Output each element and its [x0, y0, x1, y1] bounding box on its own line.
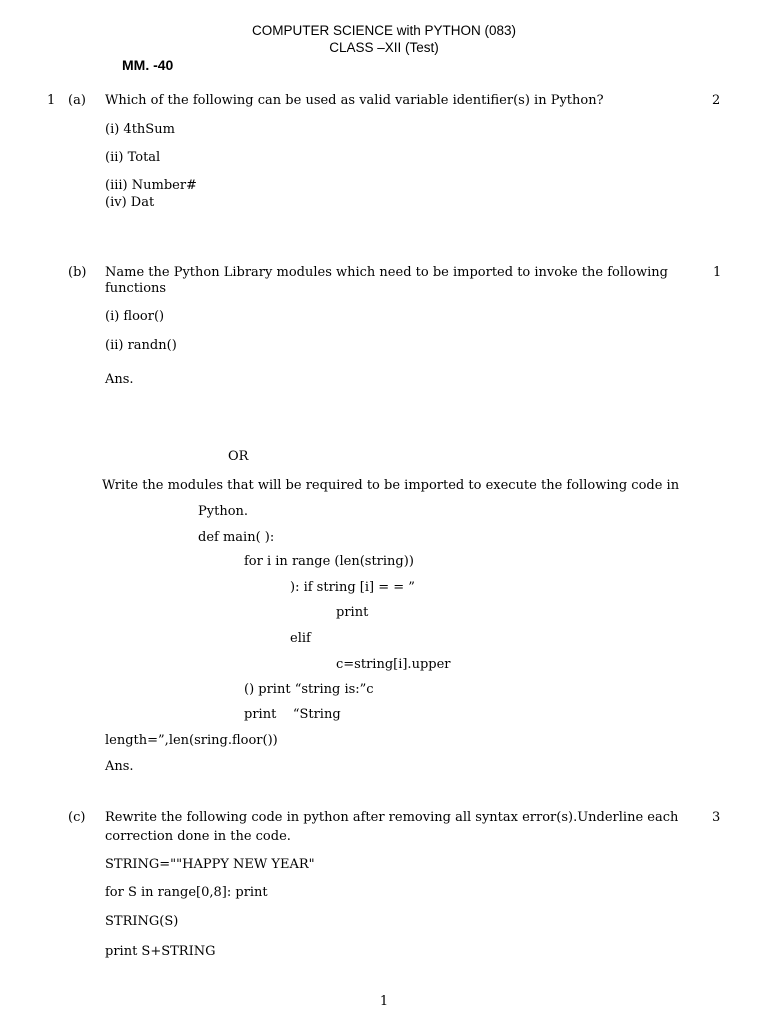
part-a-label: (a) [68, 93, 86, 108]
question-number: 1 [47, 93, 56, 108]
part-b-label: (b) [68, 265, 87, 280]
part-a-question: Which of the following can be used as valid variable identifier(s) in Python? [105, 93, 604, 108]
paper-title: COMPUTER SCIENCE with PYTHON (083) [251, 23, 517, 38]
alt-question: Write the modules that will be required to be imported to execute the following code in [102, 478, 680, 493]
code-line: length=”,len(sring.floor()) [105, 733, 278, 748]
code-line: for S in range[0,8]: print [105, 885, 268, 900]
code-line: def main( ): [198, 530, 275, 545]
code-line: print [336, 605, 369, 620]
part-c-label: (c) [68, 810, 86, 825]
page-number: 1 [379, 994, 389, 1009]
or-separator: OR [228, 449, 249, 464]
option-item: (iii) Number# [105, 178, 197, 193]
option-item: (i) 4thSum [105, 122, 175, 137]
part-c-question-line2: correction done in the code. [105, 829, 291, 844]
code-line: elif [290, 631, 311, 646]
code-line: print S+STRING [105, 944, 216, 959]
part-c-question-line1: Rewrite the following code in python after removing all syntax error(s).Underline each [105, 810, 679, 825]
part-b-question-line2: functions [105, 281, 167, 296]
part-b-marks: 1 [713, 265, 722, 280]
part-a-marks: 2 [712, 93, 721, 108]
answer-label: Ans. [105, 759, 134, 774]
code-line: STRING(S) [105, 914, 179, 929]
option-item: (ii) randn() [105, 338, 177, 353]
option-item: (ii) Total [105, 150, 161, 165]
code-line: for i in range (len(string)) [244, 554, 414, 569]
part-b-question-line1: Name the Python Library modules which need to be imported to invoke the following [105, 265, 668, 280]
max-marks: MM. -40 [122, 57, 174, 73]
code-line: ): if string [i] = = ” [290, 580, 415, 595]
code-line: c=string[i].upper [336, 657, 451, 672]
code-line: () print “string is:”c [244, 682, 374, 697]
paper-class: CLASS –XII (Test) [329, 40, 439, 55]
part-c-marks: 3 [712, 810, 721, 825]
answer-label: Ans. [105, 372, 134, 387]
option-item: (i) floor() [105, 309, 165, 324]
option-item: (iv) Dat [105, 195, 155, 210]
code-line: print “String [244, 707, 341, 722]
code-line: Python. [198, 504, 249, 519]
code-line: STRING=""HAPPY NEW YEAR" [105, 857, 315, 872]
